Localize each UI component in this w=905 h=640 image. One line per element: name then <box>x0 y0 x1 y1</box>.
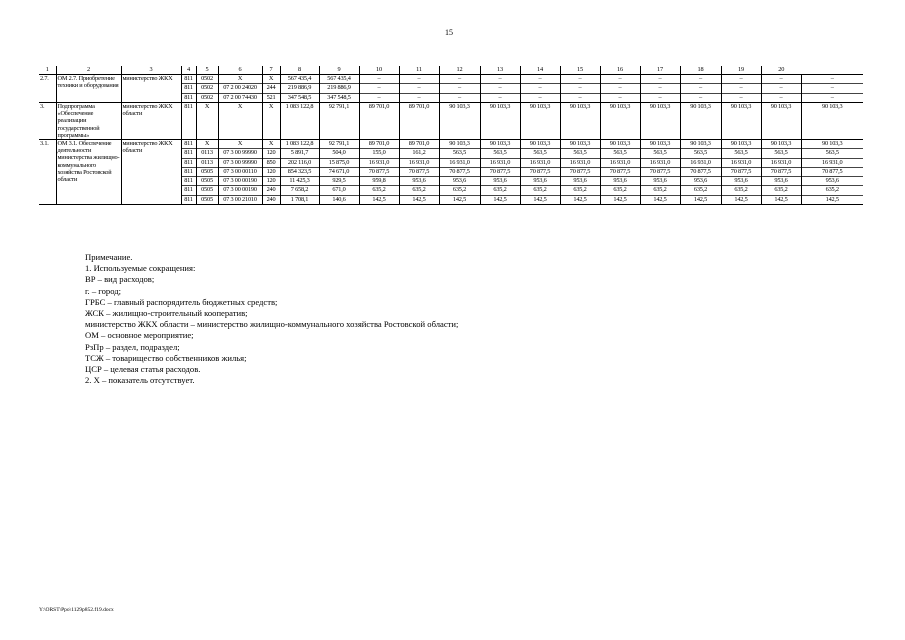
table-cell: 90 103,3 <box>439 102 480 139</box>
table-cell: 16 931,0 <box>680 158 721 167</box>
table-cell: 953,6 <box>480 177 520 186</box>
table-cell: – <box>721 84 761 93</box>
measure-name: ОМ 3.1. Обеспечение деятельности министерства жилищно-коммунального хозяйства Ростовской области <box>56 139 121 204</box>
table-cell: 811 <box>181 195 196 204</box>
note-line: РзПр – раздел, подраздел; <box>85 341 180 352</box>
table-cell: 70 877,5 <box>560 167 600 176</box>
table-cell: 811 <box>181 186 196 195</box>
table-cell: 953,6 <box>801 177 863 186</box>
table-cell: 70 877,5 <box>600 167 640 176</box>
table-cell: 70 877,5 <box>801 167 863 176</box>
table-cell: 90 103,3 <box>480 102 520 139</box>
table-cell: X <box>196 102 218 139</box>
table-cell: 15 875,0 <box>319 158 359 167</box>
table-cell: 140,6 <box>319 195 359 204</box>
table-cell: 635,2 <box>520 186 560 195</box>
column-number: 16 <box>600 66 640 75</box>
table-cell: 347 548,5 <box>280 93 319 102</box>
table-cell: 567 435,4 <box>280 75 319 84</box>
table-cell: 142,5 <box>560 195 600 204</box>
note-line: 2. Х – показатель отсутствует. <box>85 375 195 386</box>
column-number-row <box>39 66 863 75</box>
table-cell: 07 2 00 24020 <box>218 84 262 93</box>
row-number: 3.1. <box>39 139 56 204</box>
table-cell: 635,2 <box>761 186 801 195</box>
table-cell: 16 931,0 <box>600 158 640 167</box>
table-cell: X <box>218 75 262 84</box>
table-cell: 5 891,7 <box>280 149 319 158</box>
column-number: 10 <box>359 66 399 75</box>
responsible-executor: министерство ЖКХ области <box>121 139 181 204</box>
table-cell: 635,2 <box>600 186 640 195</box>
table-cell: 90 103,3 <box>560 102 600 139</box>
table-cell: – <box>680 75 721 84</box>
table-cell: 16 931,0 <box>399 158 439 167</box>
table-cell: 0505 <box>196 195 218 204</box>
table-cell: 953,6 <box>640 177 680 186</box>
table-cell: – <box>600 84 640 93</box>
table-cell: 563,5 <box>721 149 761 158</box>
table-cell: – <box>640 84 680 93</box>
table-cell: 16 931,0 <box>640 158 680 167</box>
table-cell: 1 708,1 <box>280 195 319 204</box>
table-cell: 74 671,0 <box>319 167 359 176</box>
table-cell: 120 <box>262 149 280 158</box>
table-cell: 70 877,5 <box>640 167 680 176</box>
table-cell: 89 701,0 <box>399 102 439 139</box>
table-cell: 07 3 00 00110 <box>218 167 262 176</box>
table-cell: 89 701,0 <box>399 139 439 148</box>
table-cell: 953,6 <box>399 177 439 186</box>
table-cell: – <box>721 93 761 102</box>
table-cell: 635,2 <box>680 186 721 195</box>
table-cell: – <box>640 93 680 102</box>
table-cell: 635,2 <box>480 186 520 195</box>
table-row <box>39 75 863 84</box>
note-line: 1. Используемые сокращения: <box>85 263 196 274</box>
table-cell: 635,2 <box>399 186 439 195</box>
responsible-executor: министерство ЖКХ <box>121 75 181 103</box>
column-number: 3 <box>121 66 181 75</box>
table-cell: 142,5 <box>761 195 801 204</box>
table-cell: – <box>600 93 640 102</box>
table-cell: – <box>801 93 863 102</box>
table-cell: 850 <box>262 158 280 167</box>
table-cell: 07 2 00 74430 <box>218 93 262 102</box>
table-cell: 120 <box>262 167 280 176</box>
table-cell: X <box>262 102 280 139</box>
table-cell: – <box>600 75 640 84</box>
column-number: 2 <box>56 66 121 75</box>
table-cell: 16 931,0 <box>520 158 560 167</box>
table-cell: 240 <box>262 195 280 204</box>
table-cell: 07 3 00 21010 <box>218 195 262 204</box>
table-cell: – <box>801 84 863 93</box>
table-cell: 635,2 <box>560 186 600 195</box>
table-cell: 567 435,4 <box>319 75 359 84</box>
table-cell: 90 103,3 <box>761 139 801 148</box>
table-cell: 953,6 <box>680 177 721 186</box>
table-cell: 16 931,0 <box>721 158 761 167</box>
table-cell: X <box>218 102 262 139</box>
table-cell: 811 <box>181 158 196 167</box>
table-cell: 16 931,0 <box>439 158 480 167</box>
table-cell: 90 103,3 <box>480 139 520 148</box>
table-cell: 92 791,1 <box>319 139 359 148</box>
table-cell: – <box>399 84 439 93</box>
table-cell: 811 <box>181 177 196 186</box>
table-cell: X <box>262 75 280 84</box>
table-cell: 16 931,0 <box>480 158 520 167</box>
table-cell: 92 791,1 <box>319 102 359 139</box>
table-cell: 244 <box>262 84 280 93</box>
table-cell: 142,5 <box>600 195 640 204</box>
table-cell: X <box>262 139 280 148</box>
table-cell: – <box>480 75 520 84</box>
table-cell: 70 877,5 <box>359 167 399 176</box>
measure-name: ОМ 2.7. Приобретение техники и оборудования <box>56 75 121 103</box>
table-cell: 563,5 <box>520 149 560 158</box>
table-cell: – <box>359 75 399 84</box>
table-cell: – <box>439 75 480 84</box>
table-cell: 635,2 <box>640 186 680 195</box>
table-cell: 0502 <box>196 84 218 93</box>
table-cell: – <box>480 93 520 102</box>
column-number: 13 <box>480 66 520 75</box>
table-cell: 89 701,0 <box>359 139 399 148</box>
table-cell: 0505 <box>196 167 218 176</box>
table-cell: 240 <box>262 186 280 195</box>
table-cell: 90 103,3 <box>721 102 761 139</box>
table-cell: – <box>640 75 680 84</box>
table-cell: 07 3 00 00190 <box>218 177 262 186</box>
table-cell: 90 103,3 <box>600 102 640 139</box>
table-cell: – <box>520 84 560 93</box>
note-line: министерство ЖКХ области – министерство жилищно-коммунального хозяйства Ростовской области; <box>85 319 459 330</box>
table-cell: 0113 <box>196 158 218 167</box>
column-number: 4 <box>181 66 196 75</box>
table-cell: 142,5 <box>520 195 560 204</box>
note-line: ТСЖ – товарищество собственников жилья; <box>85 352 247 363</box>
table-cell: 142,5 <box>680 195 721 204</box>
table-cell: 70 877,5 <box>680 167 721 176</box>
table-cell: 7 658,2 <box>280 186 319 195</box>
note-line: ВР – вид расходов; <box>85 274 155 285</box>
table-cell: 155,0 <box>359 149 399 158</box>
table-cell: 90 103,3 <box>520 102 560 139</box>
table-cell: 563,5 <box>600 149 640 158</box>
table-cell: 811 <box>181 102 196 139</box>
table-cell: 563,5 <box>680 149 721 158</box>
table-cell: 142,5 <box>721 195 761 204</box>
table-cell: 1 083 122,8 <box>280 102 319 139</box>
table-cell: – <box>680 93 721 102</box>
table-cell: X <box>218 139 262 148</box>
table-cell: 90 103,3 <box>640 102 680 139</box>
table-cell: 953,6 <box>439 177 480 186</box>
table-cell: 70 877,5 <box>480 167 520 176</box>
column-number: 8 <box>280 66 319 75</box>
column-number: 7 <box>262 66 280 75</box>
table-cell: 16 931,0 <box>801 158 863 167</box>
table-cell: 811 <box>181 75 196 84</box>
column-number: 12 <box>439 66 480 75</box>
table-cell: – <box>761 75 801 84</box>
notes-block <box>85 252 458 386</box>
column-number: 19 <box>721 66 761 75</box>
table-cell: – <box>480 84 520 93</box>
table-cell: 90 103,3 <box>520 139 560 148</box>
table-cell: 90 103,3 <box>680 139 721 148</box>
table-cell: 90 103,3 <box>761 102 801 139</box>
table-cell: – <box>560 93 600 102</box>
table-cell: 70 877,5 <box>761 167 801 176</box>
table-cell: 953,6 <box>560 177 600 186</box>
column-number: 1 <box>39 66 56 75</box>
table-cell: 0502 <box>196 75 218 84</box>
table-cell: – <box>359 84 399 93</box>
note-line: ЖСК – жилищно-строительный кооператив; <box>85 308 248 319</box>
table-cell: – <box>761 84 801 93</box>
table-cell: 11 425,3 <box>280 177 319 186</box>
table-cell: 521 <box>262 93 280 102</box>
budget-table <box>39 66 863 205</box>
table-cell: 142,5 <box>359 195 399 204</box>
table-row <box>39 102 863 139</box>
column-number: 14 <box>520 66 560 75</box>
table-cell: – <box>399 75 439 84</box>
table-cell: – <box>680 84 721 93</box>
table-cell: – <box>801 75 863 84</box>
column-number: 18 <box>680 66 721 75</box>
table-cell: 635,2 <box>439 186 480 195</box>
table-cell: 90 103,3 <box>560 139 600 148</box>
table-cell: 70 877,5 <box>439 167 480 176</box>
table-cell: – <box>721 75 761 84</box>
table-cell: 563,5 <box>801 149 863 158</box>
table-cell: 07 3 00 00190 <box>218 186 262 195</box>
table-cell: 90 103,3 <box>600 139 640 148</box>
table-cell: 161,2 <box>399 149 439 158</box>
table-cell: 953,6 <box>761 177 801 186</box>
table-cell: 90 103,3 <box>439 139 480 148</box>
column-number: 11 <box>399 66 439 75</box>
table-cell: 142,5 <box>439 195 480 204</box>
table-row <box>39 139 863 148</box>
table-cell: 142,5 <box>640 195 680 204</box>
table-cell: 811 <box>181 149 196 158</box>
table-cell: 854 323,5 <box>280 167 319 176</box>
note-line: ОМ – основное мероприятие; <box>85 330 194 341</box>
table-cell: 16 931,0 <box>761 158 801 167</box>
table-cell: 70 877,5 <box>721 167 761 176</box>
table-cell: 347 548,5 <box>319 93 359 102</box>
table-cell: 142,5 <box>801 195 863 204</box>
table-cell: 16 931,0 <box>359 158 399 167</box>
column-number: 6 <box>218 66 262 75</box>
table-cell: – <box>359 93 399 102</box>
table-cell: 0113 <box>196 149 218 158</box>
table-cell: 1 083 122,8 <box>280 139 319 148</box>
responsible-executor: министерство ЖКХ области <box>121 102 181 139</box>
table-cell: 70 877,5 <box>520 167 560 176</box>
table-cell: 953,6 <box>721 177 761 186</box>
table-cell: 90 103,3 <box>801 102 863 139</box>
table-cell: 219 886,9 <box>280 84 319 93</box>
table-cell: 811 <box>181 84 196 93</box>
table-cell: 563,5 <box>439 149 480 158</box>
table-cell: – <box>399 93 439 102</box>
table-cell: – <box>560 84 600 93</box>
table-cell: 563,5 <box>761 149 801 158</box>
row-number: 3. <box>39 102 56 139</box>
table-cell: 929,5 <box>319 177 359 186</box>
table-cell: 90 103,3 <box>680 102 721 139</box>
column-number: 15 <box>560 66 600 75</box>
table-cell: 959,8 <box>359 177 399 186</box>
column-number: 5 <box>196 66 218 75</box>
table-cell: 953,6 <box>600 177 640 186</box>
page-number: 15 <box>445 28 453 37</box>
file-path-footer: Y:\ORST\Ppo\1129p852.f19.docx <box>39 607 114 613</box>
table-cell: 90 103,3 <box>801 139 863 148</box>
table-cell: 07 3 00 99990 <box>218 158 262 167</box>
table-cell: 16 931,0 <box>560 158 600 167</box>
table-cell: 811 <box>181 139 196 148</box>
table-cell: – <box>560 75 600 84</box>
table-cell: – <box>439 84 480 93</box>
table-cell: 563,5 <box>480 149 520 158</box>
table-cell: – <box>761 93 801 102</box>
table-cell: 563,5 <box>560 149 600 158</box>
table-cell: 120 <box>262 177 280 186</box>
table-cell: 0505 <box>196 177 218 186</box>
table-cell: – <box>439 93 480 102</box>
table-cell: 635,2 <box>721 186 761 195</box>
table-cell: 504,0 <box>319 149 359 158</box>
column-number: 20 <box>761 66 801 75</box>
table-cell: X <box>196 139 218 148</box>
table-cell: 811 <box>181 93 196 102</box>
note-line: г. – город; <box>85 285 122 296</box>
column-number: 17 <box>640 66 680 75</box>
table-cell: 563,5 <box>640 149 680 158</box>
table-cell: 07 3 00 99990 <box>218 149 262 158</box>
table-cell: 635,2 <box>801 186 863 195</box>
table-cell: 142,5 <box>480 195 520 204</box>
table-cell: 635,2 <box>359 186 399 195</box>
table-cell: – <box>520 93 560 102</box>
row-number: 2.7. <box>39 75 56 103</box>
table-cell: 0502 <box>196 93 218 102</box>
table-cell: – <box>520 75 560 84</box>
note-line: Примечание. <box>85 252 133 262</box>
column-number: 9 <box>319 66 359 75</box>
table-cell: 89 701,0 <box>359 102 399 139</box>
table-cell: 811 <box>181 167 196 176</box>
note-line: ЦСР – целевая статья расходов. <box>85 364 201 375</box>
table-cell: 90 103,3 <box>640 139 680 148</box>
note-line: ГРБС – главный распорядитель бюджетных средств; <box>85 296 278 307</box>
table-cell: 142,5 <box>399 195 439 204</box>
table-cell: 202 116,0 <box>280 158 319 167</box>
table-cell: 219 886,9 <box>319 84 359 93</box>
table-cell: 90 103,3 <box>721 139 761 148</box>
table-cell: 671,0 <box>319 186 359 195</box>
table-cell: 953,6 <box>520 177 560 186</box>
table-cell: 70 877,5 <box>399 167 439 176</box>
measure-name: Подпрограмма «Обеспечение реализации государственной программы» <box>56 102 121 139</box>
table-cell: 0505 <box>196 186 218 195</box>
